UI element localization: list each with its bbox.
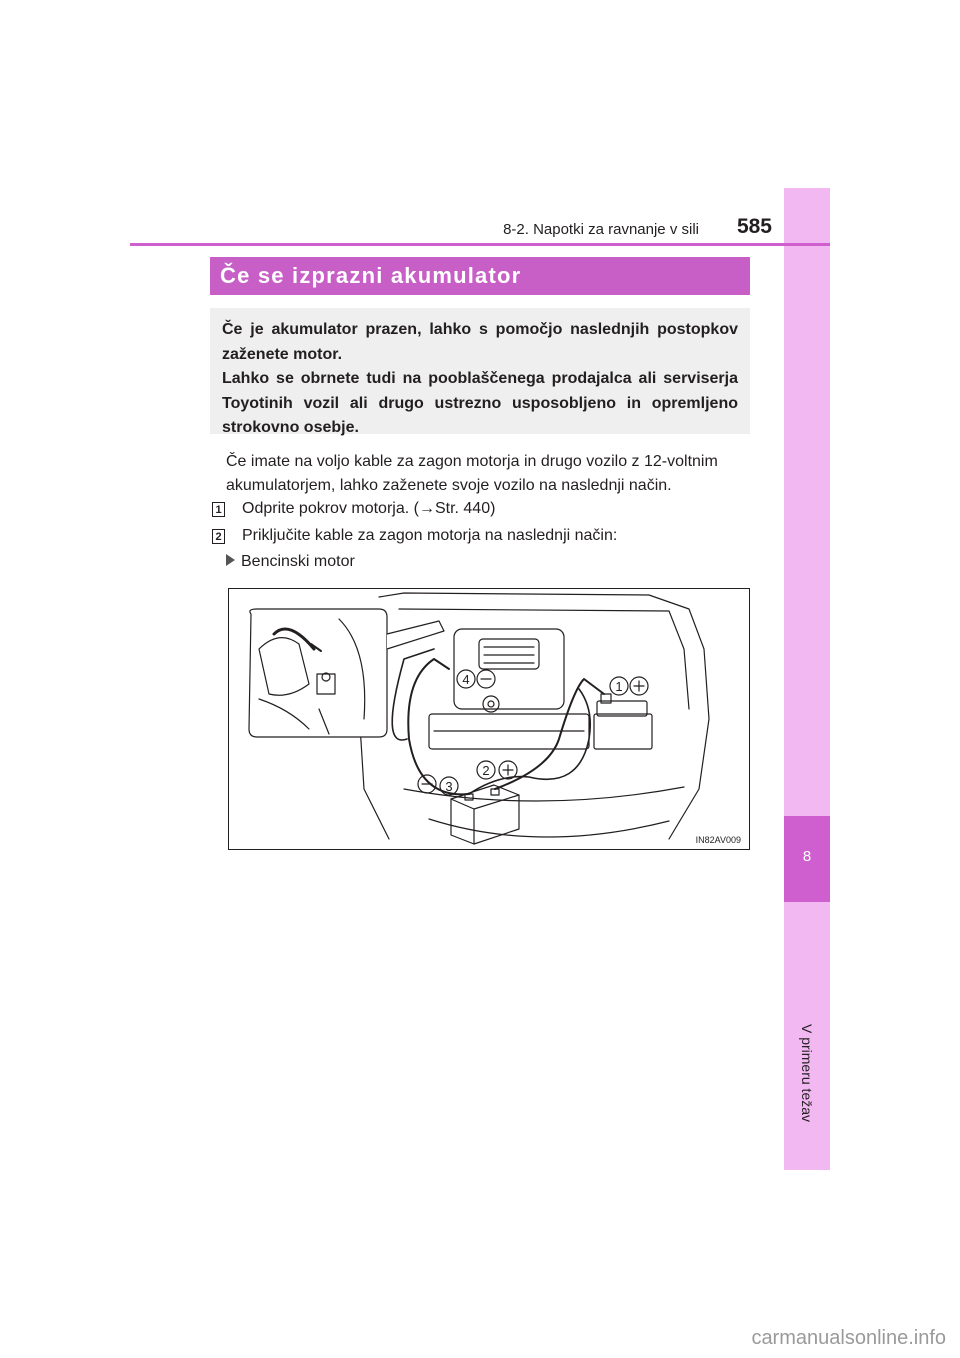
callout-3: 3: [445, 779, 453, 794]
section-title-banner: [210, 257, 750, 295]
callout-2: 2: [482, 763, 490, 778]
triangle-bullet-icon: [226, 554, 235, 566]
chapter-number: 8: [802, 848, 812, 865]
intro-paragraph-1: Če je akumulator prazen, lahko s pomočjo naslednjih postopkov zaženete motor.: [222, 321, 738, 363]
chapter-title: V primeru težav: [799, 1023, 815, 1123]
header-section-title: 8-2. Napotki za ravnanje v sili: [503, 221, 699, 238]
watermark: carmanualsonline.info: [751, 1327, 946, 1349]
figure-code: IN82AV009: [695, 835, 741, 845]
header-rule: [130, 243, 830, 246]
bullet-text: Bencinski motor: [241, 553, 355, 570]
step-number-badge: 2: [212, 529, 225, 544]
step-number-badge: 1: [212, 502, 225, 517]
intro-paragraph-2: Lahko se obrnete tudi na pooblaščenega prodajalca ali serviserja Toyotinih vozil ali drugo ustrezno usposobljeno in opremljeno strokovno osebje.: [222, 370, 738, 436]
step-text: Priključite kable za zagon motorja na naslednji način:: [242, 527, 618, 544]
bullet-item: [226, 553, 355, 571]
callout-1: 1: [615, 679, 623, 694]
engine-bay-drawing: [229, 589, 749, 849]
jump-start-illustration: [228, 588, 750, 850]
section-title: Če se izprazni akumulator: [220, 263, 522, 288]
intro-box: [210, 308, 750, 434]
step-text: Odprite pokrov motorja. (→Str. 440): [242, 500, 496, 517]
callout-4: 4: [462, 672, 470, 687]
chapter-side-tab: [784, 188, 830, 1170]
body-paragraph: Če imate na voljo kable za zagon motorja in drugo vozilo z 12-voltnim akumulatorjem, lahko zaženete svoje vozilo na naslednji način.: [226, 453, 718, 494]
page-number: 585: [736, 215, 772, 238]
